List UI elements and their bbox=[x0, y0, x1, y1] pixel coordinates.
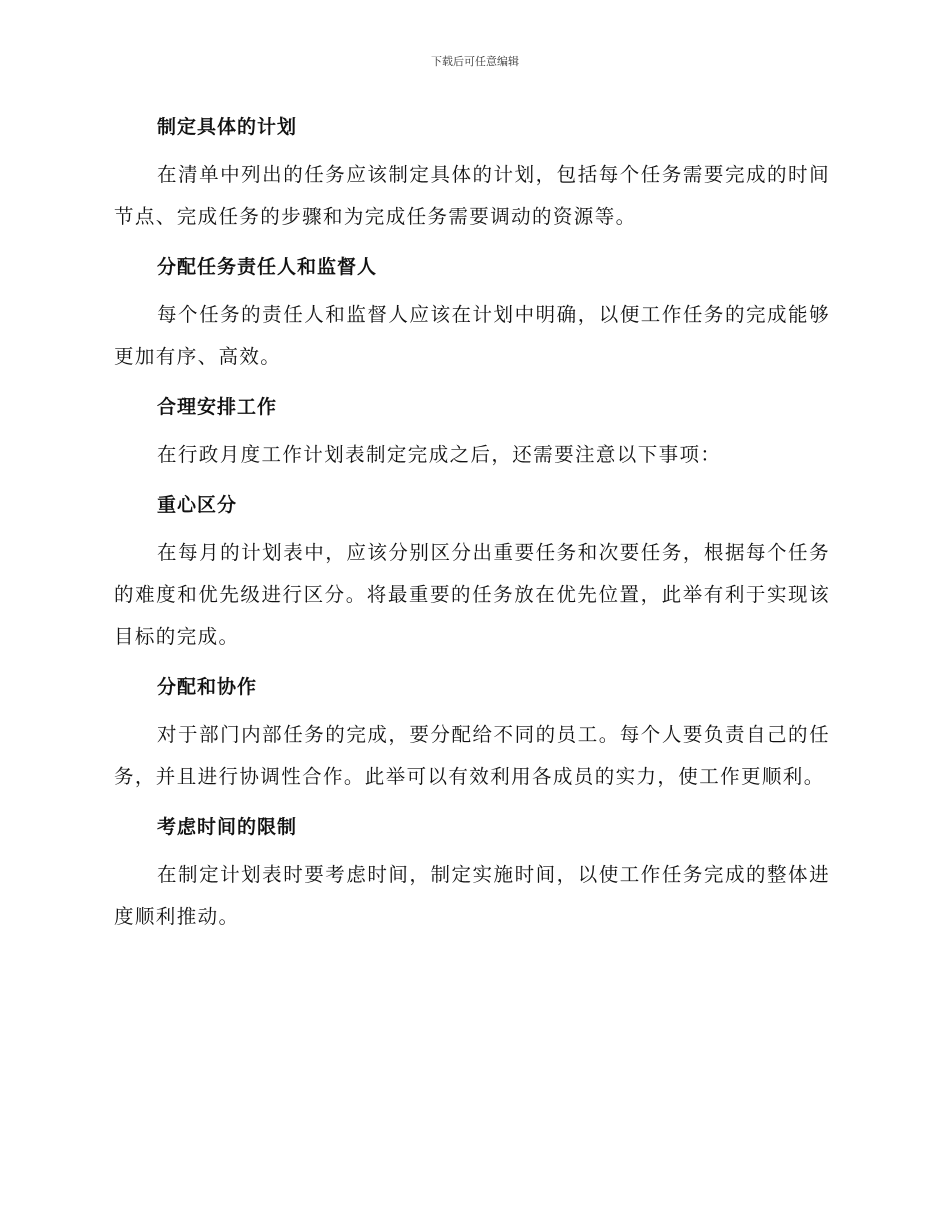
section-paragraph: 在每月的计划表中，应该分别区分出重要任务和次要任务，根据每个任务的难度和优先级进行区分。将最重要的任务放在优先位置，此举有利于实现该目标的完成。 bbox=[114, 541, 830, 648]
section-paragraph: 对于部门内部任务的完成，要分配给不同的员工。每个人要负责自己的任务，并且进行协调性合作。此举可以有效利用各成员的实力，使工作更顺利。 bbox=[114, 723, 830, 788]
page-header: 下载后可任意编辑 bbox=[431, 55, 519, 68]
section-heading: 制定具体的计划 bbox=[157, 116, 298, 138]
section-paragraph: 在清单中列出的任务应该制定具体的计划，包括每个任务需要完成的时间节点、完成任务的步骤和为完成任务需要调动的资源等。 bbox=[114, 163, 830, 228]
section-heading: 合理安排工作 bbox=[157, 396, 278, 418]
section-heading: 考虑时间的限制 bbox=[157, 816, 298, 838]
section-heading: 重心区分 bbox=[157, 494, 238, 516]
section-paragraph: 在制定计划表时要考虑时间，制定实施时间，以使工作任务完成的整体进度顺利推动。 bbox=[114, 863, 830, 928]
section-heading: 分配任务责任人和监督人 bbox=[157, 256, 378, 278]
section-heading: 分配和协作 bbox=[157, 676, 258, 698]
section-paragraph: 在行政月度工作计划表制定完成之后，还需要注意以下事项： bbox=[157, 443, 722, 466]
section-paragraph: 每个任务的责任人和监督人应该在计划中明确，以便工作任务的完成能够更加有序、高效。 bbox=[114, 303, 830, 368]
document-body bbox=[114, 108, 830, 938]
